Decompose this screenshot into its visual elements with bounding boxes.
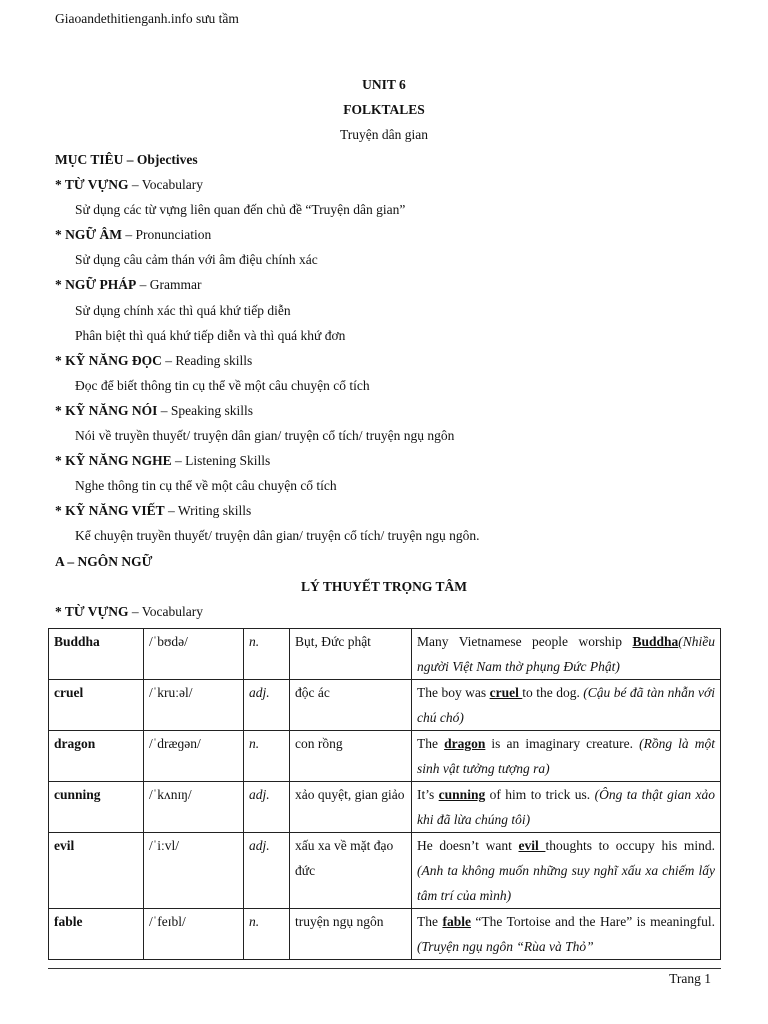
example-text: is an imaginary creature. (485, 736, 640, 751)
vocab-example (412, 680, 721, 731)
example-keyword: evil (518, 838, 546, 853)
vocab-meaning: xảo quyệt, gian giảo (290, 782, 412, 833)
vocab-example (412, 629, 721, 680)
objective-label: NGỮ ÂM (65, 227, 122, 243)
objective-detail: Nghe thông tin cụ thể về một câu chuyện cổ tích (75, 478, 337, 494)
example-keyword: Buddha (632, 634, 679, 649)
unit-number: UNIT 6 (362, 77, 406, 92)
objective-english: – Grammar (136, 277, 202, 293)
objective-bullet: * (55, 453, 66, 469)
vocab-ipa: /ˈkʌnɪŋ/ (144, 782, 244, 833)
footer-rule (48, 968, 721, 969)
vocab-row (49, 680, 721, 731)
vocab-bullet: * (55, 603, 65, 619)
vocab-ipa: /ˈkruːəl/ (144, 680, 244, 731)
objective-bullet: * (55, 277, 66, 293)
vocab-row (49, 731, 721, 782)
vocab-example (412, 833, 721, 909)
unit-subtitle: Truyện dân gian (340, 127, 428, 142)
example-keyword: cruel (489, 685, 523, 700)
example-translation: (Truyện ngụ ngôn “Rùa và Thỏ” (417, 939, 594, 954)
objective-heading (55, 503, 251, 519)
objective-label: TỪ VỰNG (64, 177, 129, 192)
vocab-word: Buddha (49, 629, 144, 680)
vocab-ipa: /ˈiːvl/ (144, 833, 244, 909)
example-translation: (Nhiều người Việt Nam thờ phụng Đức Phật) (417, 634, 715, 674)
part-a-heading: A – NGÔN NGỮ (55, 553, 153, 569)
objective-english: – Speaking skills (157, 402, 254, 418)
example-text: thoughts to occupy his mind. (545, 838, 716, 853)
objective-bullet: * (55, 402, 66, 418)
objectives-heading: MỤC TIÊU – Objectives (55, 152, 198, 167)
vocab-label: TỪ VỰNG (64, 603, 129, 619)
vocab-pos: n. (244, 629, 290, 680)
vocabulary-table (48, 628, 721, 960)
objective-heading (55, 353, 252, 369)
vocab-row (49, 629, 721, 680)
objective-english: – Vocabulary (128, 177, 204, 192)
vocab-word: cunning (49, 782, 144, 833)
vocab-word: dragon (49, 731, 144, 782)
example-text: The (417, 736, 445, 751)
vocab-example (412, 782, 721, 833)
example-text: of him to trick us. (485, 787, 595, 802)
example-text: to the dog. (522, 685, 584, 700)
example-text: The boy was (417, 685, 490, 700)
objective-heading (55, 277, 201, 293)
objective-bullet: * (55, 177, 65, 192)
objective-heading (55, 227, 211, 243)
objective-english: – Pronunciation (122, 227, 212, 243)
objective-heading (55, 403, 253, 419)
objective-detail: Sử dụng các từ vựng liên quan đến chủ đề “Truyện dân gian” (75, 202, 406, 218)
example-translation: (Ông ta thật gian xảo khi đã lừa chúng tôi) (417, 787, 715, 827)
example-text: The (417, 914, 443, 929)
objective-heading (55, 453, 270, 469)
objective-bullet: * (55, 503, 66, 519)
vocab-word: fable (49, 909, 144, 960)
unit-title: FOLKTALES (343, 102, 425, 117)
vocab-pos: adj. (244, 680, 290, 731)
vocab-pos: n. (244, 909, 290, 960)
example-keyword: dragon (444, 736, 486, 751)
objective-bullet: * (55, 352, 66, 368)
example-translation: (Anh ta không muốn những suy nghĩ xấu xa chiếm lấy tâm trí của mình) (417, 863, 715, 903)
vocab-meaning: truyện ngụ ngôn (290, 909, 412, 960)
vocab-ipa: /ˈdræɡən/ (144, 731, 244, 782)
vocab-ipa: /ˈfeɪbl/ (144, 909, 244, 960)
example-keyword: cunning (438, 787, 486, 802)
page-header: Giaoandethitienganh.info sưu tầm (55, 11, 239, 26)
vocab-example (412, 731, 721, 782)
objective-detail: Sử dụng câu cảm thán với âm điệu chính xác (75, 252, 318, 268)
objective-label: KỸ NĂNG VIẾT (65, 503, 165, 519)
objective-detail: Kể chuyện truyền thuyết/ truyện dân gian/ truyện cổ tích/ truyện ngụ ngôn. (75, 528, 480, 544)
objective-heading (55, 177, 203, 193)
example-text: It’s (417, 787, 439, 802)
objective-detail: Phân biệt thì quá khứ tiếp diễn và thì quá khứ đơn (75, 327, 346, 343)
vocab-meaning: độc ác (290, 680, 412, 731)
vocab-meaning: Bụt, Đức phật (290, 629, 412, 680)
vocab-row (49, 909, 721, 960)
theory-heading: LÝ THUYẾT TRỌNG TÂM (301, 578, 467, 594)
objective-detail: Sử dụng chính xác thì quá khứ tiếp diễn (75, 302, 291, 318)
vocab-example (412, 909, 721, 960)
example-translation: (Rồng là một sinh vật tưởng tượng ra) (417, 736, 715, 776)
objective-detail: Đọc để biết thông tin cụ thể về một câu chuyện cổ tích (75, 377, 370, 393)
objective-label: NGỮ PHÁP (65, 277, 137, 293)
objective-english: – Writing skills (164, 503, 252, 519)
vocab-word: evil (49, 833, 144, 909)
vocab-meaning: con rồng (290, 731, 412, 782)
objective-bullet: * (55, 227, 66, 243)
objective-detail: Nói về truyền thuyết/ truyện dân gian/ truyện cổ tích/ truyện ngụ ngôn (75, 428, 455, 443)
example-keyword: fable (442, 914, 471, 929)
vocab-row (49, 782, 721, 833)
objective-label: KỸ NĂNG NGHE (65, 453, 172, 469)
vocab-word: cruel (49, 680, 144, 731)
example-text: “The Tortoise and the Hare” is meaningful. (470, 914, 715, 929)
page-number: Trang 1 (669, 971, 711, 986)
vocab-pos: adj. (244, 833, 290, 909)
example-text: He doesn’t want (417, 838, 519, 853)
example-text: Many Vietnamese people worship (417, 634, 633, 649)
vocab-ipa: /ˈbʊdə/ (144, 629, 244, 680)
vocabulary-heading (55, 604, 203, 620)
vocab-row (49, 833, 721, 909)
vocab-en: – Vocabulary (128, 603, 204, 619)
vocab-pos: n. (244, 731, 290, 782)
objective-label: KỸ NĂNG ĐỌC (65, 352, 162, 368)
objective-label: KỸ NĂNG NÓI (65, 402, 158, 418)
objective-english: – Listening Skills (171, 453, 271, 469)
vocab-pos: adj. (244, 782, 290, 833)
objective-english: – Reading skills (161, 352, 253, 368)
example-translation: (Cậu bé đã tàn nhẫn với chú chó) (417, 685, 715, 725)
vocab-meaning: xấu xa về mặt đạo đức (290, 833, 412, 909)
